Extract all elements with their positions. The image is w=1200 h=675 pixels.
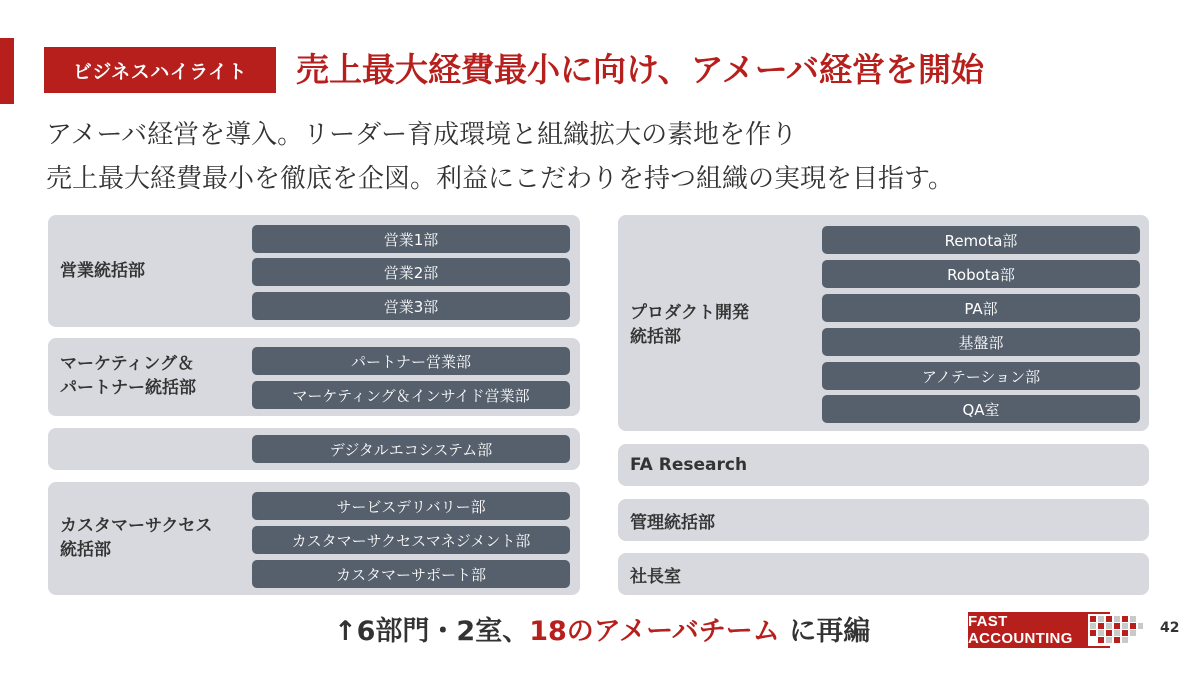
unit-pill: 営業3部: [252, 292, 570, 320]
group-sales: [48, 215, 580, 327]
group-label-line-1: マーケティング＆: [60, 354, 194, 374]
summary-part-1: ↑6部門・2室、: [334, 616, 530, 647]
subtitle-line-2: 売上最大経費最小を徹底を企図。利益にこだわりを持つ組織の実現を目指す。: [46, 164, 954, 194]
unit-pill: 営業2部: [252, 258, 570, 286]
group-digital: [48, 428, 580, 470]
logo-text: FAST ACCOUNTING: [968, 612, 1110, 648]
unit-pill: マーケティング＆インサイド営業部: [252, 381, 570, 409]
summary-highlight: 18のアメーバチーム: [529, 616, 780, 647]
group-label-line-2: パートナー統括部: [60, 378, 196, 398]
unit-pill: パートナー営業部: [252, 347, 570, 375]
group-label-line-2: 統括部: [630, 327, 681, 347]
unit-pill: 営業1部: [252, 225, 570, 253]
unit-pill: アノテーション部: [822, 362, 1140, 390]
accent-bar: [0, 38, 14, 104]
unit-pill: Robota部: [822, 260, 1140, 288]
group-label: 営業統括部: [60, 261, 145, 281]
group-fa-research: FA Research: [618, 444, 1149, 486]
slide-title: 売上最大経費最小に向け、アメーバ経営を開始: [296, 50, 985, 89]
summary-text: [334, 612, 870, 652]
section-tag: ビジネスハイライト: [44, 47, 276, 93]
group-label-line-1: カスタマーサクセス: [60, 516, 213, 536]
summary-part-2: に再編: [779, 616, 871, 647]
unit-pill: PA部: [822, 294, 1140, 322]
unit-pill: 基盤部: [822, 328, 1140, 356]
unit-pill: Remota部: [822, 226, 1140, 254]
unit-pill: QA室: [822, 395, 1140, 423]
group-customer-success: [48, 482, 580, 595]
group-label-line-1: プロダクト開発: [630, 303, 749, 323]
page-number: 42: [1160, 620, 1180, 636]
company-logo: [968, 612, 1144, 648]
unit-pill: デジタルエコシステム部: [252, 435, 570, 463]
group-product: [618, 215, 1149, 431]
logo-pixel-icon: [1088, 614, 1144, 646]
group-president-office: 社長室: [618, 553, 1149, 595]
group-management: 管理統括部: [618, 499, 1149, 541]
unit-pill: カスタマーサクセスマネジメント部: [252, 526, 570, 554]
subtitle-line-1: アメーバ経営を導入。リーダー育成環境と組織拡大の素地を作り: [46, 120, 798, 150]
group-marketing: [48, 338, 580, 416]
group-label-line-2: 統括部: [60, 540, 111, 560]
unit-pill: カスタマーサポート部: [252, 560, 570, 588]
unit-pill: サービスデリバリー部: [252, 492, 570, 520]
